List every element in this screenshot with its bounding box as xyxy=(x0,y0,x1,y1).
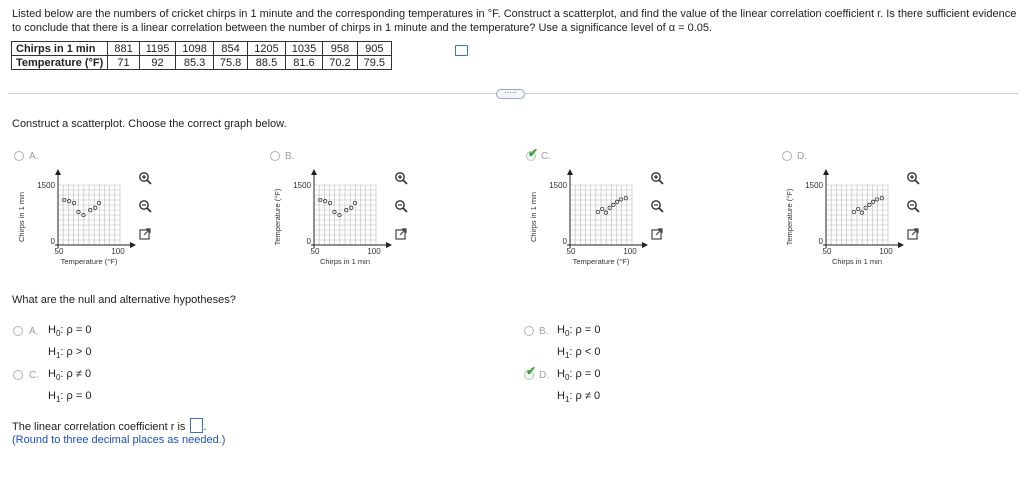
h0-a: ρ = 0 xyxy=(66,324,92,336)
r-prompt-period: . xyxy=(203,421,207,433)
x-axis-label: Chirps in 1 min xyxy=(831,257,883,266)
scatter-point xyxy=(72,201,75,204)
zoom-out-icon[interactable] xyxy=(138,199,152,213)
r-prompt-text: The linear correlation coefficient r is xyxy=(12,421,186,433)
graph-option-b[interactable] xyxy=(268,145,508,280)
zoom-out-icon[interactable] xyxy=(650,199,664,213)
r-answer-input[interactable] xyxy=(190,418,203,433)
h0-b: ρ = 0 xyxy=(575,324,601,336)
hyp-option-b-radio[interactable] xyxy=(524,326,534,336)
y-tick-label: 0 xyxy=(562,237,567,246)
round-hint: (Round to three decimal places as needed.) xyxy=(12,434,226,446)
graph-option-letter: C. xyxy=(541,151,551,162)
table-cell: 1035 xyxy=(285,42,322,56)
table-cell: 1205 xyxy=(248,42,285,56)
y-axis-arrow xyxy=(823,169,829,175)
x-tick-label: 50 xyxy=(310,247,320,256)
row-label-chirps: Chirps in 1 min xyxy=(12,42,108,56)
scatter-point xyxy=(871,200,874,203)
y-axis-arrow xyxy=(311,169,317,175)
scatterplot xyxy=(780,145,920,280)
hyp-option-a-radio[interactable] xyxy=(13,326,23,336)
table-cell: 81.6 xyxy=(285,56,322,70)
scatter-point xyxy=(875,198,878,201)
zoom-out-icon[interactable] xyxy=(906,199,920,213)
table-cell: 92 xyxy=(139,56,176,70)
y-tick-label: 0 xyxy=(306,237,311,246)
x-axis-arrow xyxy=(130,242,136,248)
hypotheses-question: What are the null and alternative hypotheses? xyxy=(12,294,236,306)
copy-icon[interactable] xyxy=(455,45,468,56)
table-cell: 71 xyxy=(108,56,139,70)
row-label-temperature: Temperature (°F) xyxy=(12,56,108,70)
problem-statement: Listed below are the numbers of cricket chirps in 1 minute and the corresponding temperatures in °F. Construct a scatterplot, and find the value of the linear correlation coefficient r. Is there sufficient evidence to conclude that there is a linear correlation between the number of chirps in 1 minute and the temperature? Use a significance level of α = 0.05. xyxy=(12,8,1017,34)
zoom-out-icon[interactable] xyxy=(394,199,408,213)
graph-option-c[interactable] xyxy=(524,145,764,280)
y-axis-label: Chirps in 1 min xyxy=(17,191,26,243)
y-tick-label: 0 xyxy=(818,237,823,246)
h1-a: ρ > 0 xyxy=(66,346,92,359)
x-axis-label: Temperature (°F) xyxy=(572,257,630,266)
graph-option-letter: D. xyxy=(797,151,807,162)
check-icon: ✔ xyxy=(528,146,539,160)
table-cell: 958 xyxy=(323,42,357,56)
scatterplot xyxy=(524,145,664,280)
table-cell: 881 xyxy=(108,42,139,56)
scatter-point xyxy=(615,200,618,203)
y-tick-label: 1500 xyxy=(37,181,55,190)
x-tick-label: 50 xyxy=(566,247,576,256)
y-tick-label: 1500 xyxy=(293,181,311,190)
x-tick-label: 100 xyxy=(623,247,637,256)
r-prompt xyxy=(12,418,207,433)
y-axis-arrow xyxy=(567,169,573,175)
y-tick-label: 0 xyxy=(50,237,55,246)
more-button[interactable]: ····· xyxy=(496,89,525,99)
y-tick-label: 1500 xyxy=(805,181,823,190)
h1-c: ρ = 0 xyxy=(66,390,92,403)
scatter-point xyxy=(608,206,611,209)
table-row xyxy=(12,56,392,70)
popout-icon[interactable] xyxy=(394,227,408,241)
scatter-point xyxy=(328,201,331,204)
zoom-in-icon[interactable] xyxy=(650,171,664,185)
y-axis-arrow xyxy=(55,169,61,175)
scatter-point xyxy=(864,206,867,209)
scatterplot xyxy=(12,145,152,280)
x-axis-label: Chirps in 1 min xyxy=(319,257,371,266)
hyp-option-a[interactable]: $H_0$: ρ = 0 $H_1$: ρ > 0 xyxy=(48,324,92,361)
table-cell: 79.5 xyxy=(357,56,391,70)
popout-icon[interactable] xyxy=(650,227,664,241)
table-cell: 1195 xyxy=(139,42,176,56)
table-cell: 88.5 xyxy=(248,56,285,70)
x-tick-label: 50 xyxy=(54,247,64,256)
table-cell: 85.3 xyxy=(176,56,213,70)
scatter-point xyxy=(97,201,100,204)
hyp-option-c-radio[interactable] xyxy=(13,370,23,380)
hyp-option-d[interactable]: $H_0$: ρ = 0 $H_1$: ρ ≠ 0 xyxy=(557,368,601,405)
scatter-point xyxy=(619,198,622,201)
y-axis-label: Temperature (°F) xyxy=(785,188,794,246)
popout-icon[interactable] xyxy=(906,227,920,241)
scatterplot xyxy=(268,145,408,280)
table-cell: 854 xyxy=(213,42,247,56)
x-tick-label: 100 xyxy=(367,247,381,256)
table-cell: 1098 xyxy=(176,42,213,56)
table-row xyxy=(12,42,392,56)
graph-option-d[interactable] xyxy=(780,145,1020,280)
scatter-point xyxy=(353,201,356,204)
zoom-in-icon[interactable] xyxy=(138,171,152,185)
hyp-option-b[interactable]: $H_0$: ρ = 0 $H_1$: ρ < 0 xyxy=(557,324,601,361)
scatter-question: Construct a scatterplot. Choose the correct graph below. xyxy=(12,118,287,130)
y-axis-label: Chirps in 1 min xyxy=(529,191,538,243)
check-icon: ✔ xyxy=(526,364,537,378)
y-tick-label: 1500 xyxy=(549,181,567,190)
x-axis-arrow xyxy=(898,242,904,248)
zoom-in-icon[interactable] xyxy=(394,171,408,185)
data-table xyxy=(11,41,392,70)
x-tick-label: 100 xyxy=(111,247,125,256)
y-axis-label: Temperature (°F) xyxy=(273,188,282,246)
scatter-point xyxy=(852,210,855,213)
hyp-option-b-letter: B. xyxy=(539,326,549,337)
hyp-option-c-letter: C. xyxy=(29,370,39,381)
zoom-in-icon[interactable] xyxy=(906,171,920,185)
hyp-option-c[interactable]: $H_0$: ρ ≠ 0 $H_1$: ρ = 0 xyxy=(48,368,92,405)
x-axis-label: Temperature (°F) xyxy=(60,257,118,266)
table-cell: 70.2 xyxy=(323,56,357,70)
table-cell: 75.8 xyxy=(213,56,247,70)
x-axis-arrow xyxy=(642,242,648,248)
h0-c: ρ ≠ 0 xyxy=(66,368,92,380)
table-cell: 905 xyxy=(357,42,391,56)
hyp-option-d-letter: D. xyxy=(539,370,549,381)
graph-option-letter: A. xyxy=(29,151,39,162)
x-tick-label: 50 xyxy=(822,247,832,256)
graph-option-a[interactable] xyxy=(12,145,252,280)
h1-d: ρ ≠ 0 xyxy=(575,390,601,403)
hyp-option-a-letter: A. xyxy=(29,326,39,337)
x-axis-arrow xyxy=(386,242,392,248)
x-tick-label: 100 xyxy=(879,247,893,256)
popout-icon[interactable] xyxy=(138,227,152,241)
h0-d: ρ = 0 xyxy=(575,368,601,380)
scatter-point xyxy=(596,210,599,213)
graph-option-letter: B. xyxy=(285,151,295,162)
h1-b: ρ < 0 xyxy=(575,346,601,359)
